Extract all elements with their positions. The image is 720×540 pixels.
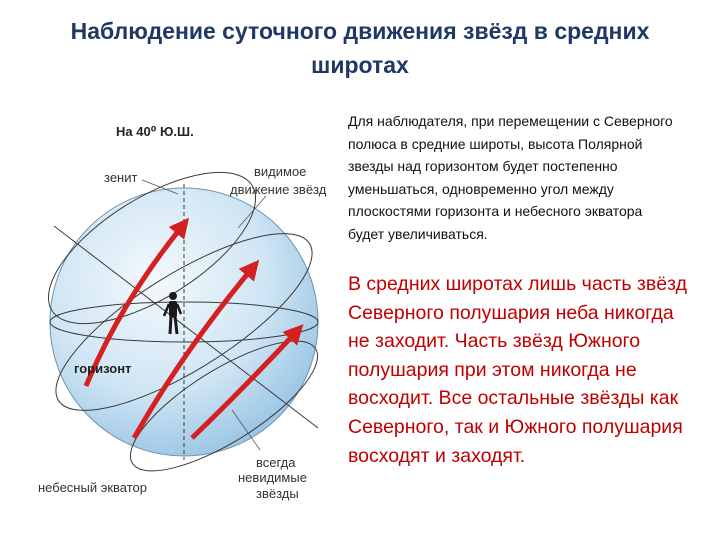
text-paragraph-red: В средних широтах лишь часть звёзд Северного полушария неба никогда не заходит. Часть звёзд Южного полушария при этом никогда не восходит. Все остальные звёзды как Северного, так и Южного полушария восходят и заходят.	[348, 273, 687, 467]
label-visible-motion-1: видимое	[254, 164, 307, 179]
label-visible-motion-2: движение звёзд	[230, 182, 327, 197]
figure-header: На 40⁰ Ю.Ш.	[116, 124, 194, 139]
label-horizon: горизонт	[74, 361, 132, 376]
slide-title: Наблюдение суточного движения звёзд в средних широтах	[70, 18, 650, 78]
label-zenith: зенит	[104, 170, 138, 185]
label-always-invisible-3: звёзды	[256, 486, 299, 501]
label-always-invisible-2: невидимые	[238, 470, 307, 485]
celestial-sphere-diagram	[34, 110, 334, 510]
celestial-sphere-figure	[34, 110, 334, 510]
label-celestial-equator: небесный экватор	[38, 480, 147, 495]
text-paragraph-black: Для наблюдателя, при перемещении с Северного полюса в средние широты, высота Полярной звезды над горизонтом будет постепенно уменьшаться, одновременно угол между плоскостями горизонта и небесного экватора будет увеличиваться.	[348, 113, 673, 242]
label-always-invisible-1: всегда	[256, 455, 296, 470]
